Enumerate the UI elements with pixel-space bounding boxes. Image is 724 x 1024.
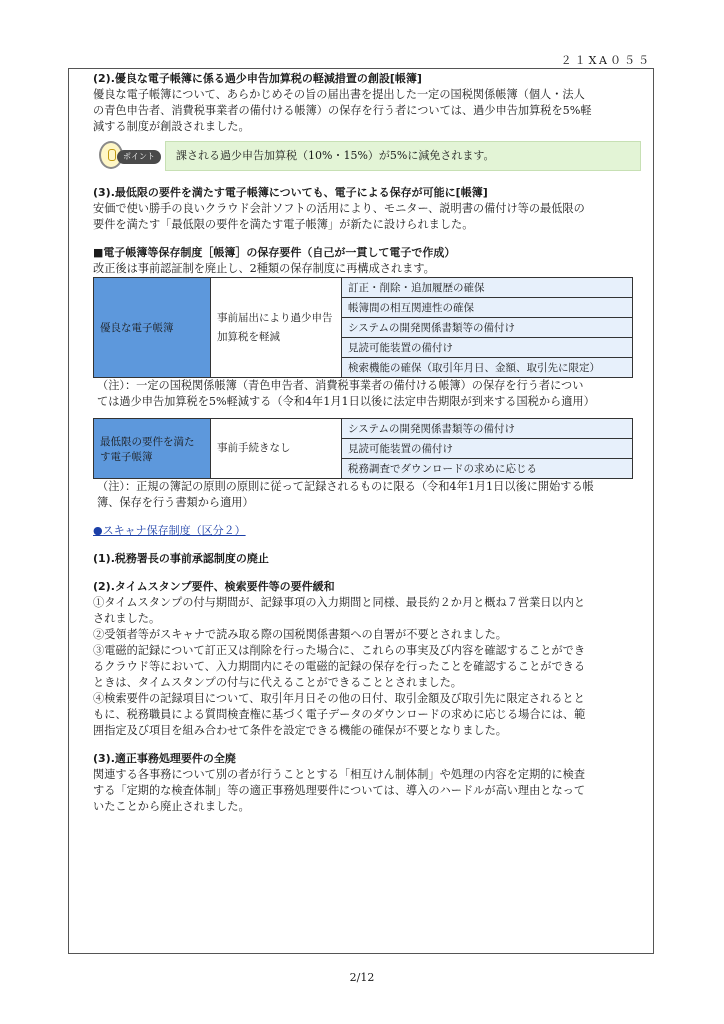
scanner-item-line: 囲指定及び項目を組み合わせて条件を設定できる機能の確保が不要となりました。: [93, 724, 507, 737]
point-badge: ポイント: [117, 150, 161, 164]
table-procedure-cell: 事前届出により過少申告加算税を軽減: [211, 278, 342, 378]
page-number: 2/12: [349, 971, 375, 984]
table-item-cell: 税務調査でダウンロードの求めに応じる: [342, 459, 633, 479]
document-code: ２１XA０５５: [560, 54, 652, 67]
scanner-item-line: もに、税務職員による質問検査権に基づく電子データのダウンロードの求めに応じる場合には、範: [93, 708, 586, 721]
table-item-cell: 検索機能の確保（取引年月日、金額、取引先に限定）: [342, 358, 633, 378]
scanner-body3-line: いたことから廃止されました。: [93, 800, 250, 813]
scanner-section-link[interactable]: ●スキャナ保存制度（区分２）: [93, 524, 246, 537]
table2-note-line: （注）：正規の簿記の原則の原則に従って記録されるものに限る（令和4年1月1日以後に開始する帳: [97, 480, 594, 493]
table-item-cell: 見読可能装置の備付け: [342, 439, 633, 459]
table-item-cell: 訂正・削除・追加履歴の確保: [342, 278, 633, 298]
scanner-h3: (3).適正事務処理要件の全廃: [93, 752, 236, 765]
requirements-table-excellent: [93, 277, 633, 378]
table-item-cell: システムの開発関係書類等の備付け: [342, 318, 633, 338]
content-frame: [68, 68, 654, 954]
scanner-item-line: されました。: [93, 612, 161, 625]
table-section-title: ■電子帳簿等保存制度［帳簿］の保存要件（自己が一貫して電子で作成）: [93, 246, 456, 259]
table-section-subtitle: 改正後は事前認証制を廃止し、2種類の保存制度に再構成されます。: [93, 262, 435, 275]
table1-note-line: ては過少申告加算税を5%軽減する（令和4年1月1日以後に法定申告期限が到来する国税から適用）: [97, 395, 595, 408]
scanner-body3-line: する「定期的な検査体制」等の適正事務処理要件については、導入のハードルが高い理由となって: [93, 784, 586, 797]
table-item-cell: 見読可能装置の備付け: [342, 338, 633, 358]
lightbulb-point-icon: [95, 141, 165, 171]
scanner-h1: (1).税務署長の事前承認制度の廃止: [93, 552, 269, 565]
table-procedure-cell: 事前手続きなし: [211, 419, 342, 479]
point-callout: [95, 139, 641, 173]
table-item-cell: 帳簿間の相互関連性の確保: [342, 298, 633, 318]
scanner-item-line: ①タイムスタンプの付与期間が、記録事項の入力期間と同様、最長約２か月と概ね７営業日以内と: [93, 596, 586, 609]
sec2-body-line: 減する制度が創設されました。: [93, 120, 250, 133]
scanner-h2: (2).タイムスタンプ要件、検索要件等の要件緩和: [93, 580, 335, 593]
scanner-item-line: ③電磁的記録について訂正又は削除を行った場合に、これらの事実及び内容を確認することができ: [93, 644, 586, 657]
table-category-cell: 最低限の要件を満たす電子帳簿: [94, 419, 211, 479]
scanner-body3-line: 関連する各事務について別の者が行うこととする「相互けん制体制」や処理の内容を定期的に検査: [93, 768, 586, 781]
sec2-heading: (2).優良な電子帳簿に係る過少申告加算税の軽減措置の創設[帳簿]: [93, 72, 422, 85]
scanner-item-line: ②受領者等がスキャナで読み取る際の国税関係書類への自署が不要とされました。: [93, 628, 507, 641]
scanner-item-line: ④検索要件の記録項目について、取引年月日その他の日付、取引金額及び取引先に限定されるとと: [93, 692, 585, 705]
sec3-body-line: 要件を満たす「最低限の要件を満たす電子帳簿」が新たに設けられました。: [93, 218, 474, 231]
sec2-body-line: 優良な電子帳簿について、あらかじめその旨の届出書を提出した一定の国税関係帳簿（個人・法人: [93, 88, 585, 101]
sec2-body-line: の青色申告者、消費税事業者の備付ける帳簿）の保存を行う者については、過少申告加算税を5%軽: [93, 104, 592, 117]
point-text: 課される過少申告加算税（10%・15%）が5%に減免されます。: [165, 141, 641, 171]
sec3-heading: (3).最低限の要件を満たす電子帳簿についても、電子による保存が可能に[帳簿]: [93, 186, 488, 199]
table2-note-line: 簿、保存を行う書類から適用）: [97, 496, 254, 509]
table-category-cell: 優良な電子帳簿: [94, 278, 211, 378]
sec3-body-line: 安価で使い勝手の良いクラウド会計ソフトの活用により、モニター、説明書の備付け等の最低限の: [93, 202, 585, 215]
requirements-table-minimum: [93, 418, 633, 479]
table-item-cell: システムの開発関係書類等の備付け: [342, 419, 633, 439]
table1-note-line: （注）：一定の国税関係帳簿（青色申告者、消費税事業者の備付ける帳簿）の保存を行う者につい: [97, 379, 584, 392]
scanner-item-line: るクラウド等において、入力期間内にその電磁的記録の保存を行ったことを確認することができる: [93, 660, 586, 673]
scanner-item-line: ときは、タイムスタンプの付与に代えることができることとされました。: [93, 676, 462, 689]
